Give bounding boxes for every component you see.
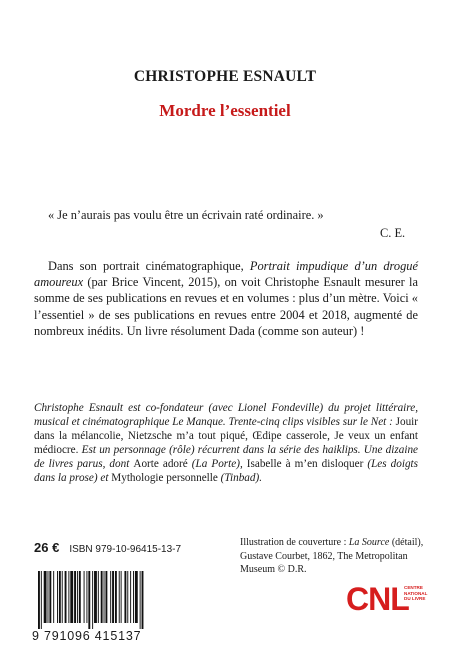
barcode-number: 9 791096 415137 bbox=[32, 629, 142, 643]
barcode-bar bbox=[98, 571, 99, 623]
barcode-bar bbox=[105, 571, 107, 623]
barcode-bar bbox=[124, 571, 126, 623]
barcode-bar bbox=[49, 571, 51, 623]
barcode-bar bbox=[110, 571, 111, 623]
barcode-bar bbox=[115, 571, 117, 623]
barcode-bar bbox=[104, 571, 105, 623]
isbn: ISBN 979-10-96415-13-7 bbox=[69, 544, 182, 555]
epigraph-author: C. E. bbox=[380, 226, 406, 240]
barcode-bar bbox=[70, 571, 73, 623]
barcode-bar bbox=[57, 571, 58, 623]
credit-work: La Source bbox=[348, 537, 390, 548]
barcode-bar bbox=[48, 571, 49, 623]
barcode-bar bbox=[68, 571, 69, 623]
cnl-logo bbox=[346, 579, 426, 633]
bio-publisher-1: (La Porte), bbox=[187, 458, 247, 470]
barcode-bar bbox=[62, 571, 63, 623]
cnl-logo-text: CNL bbox=[346, 581, 409, 617]
bio-book-2: Isabelle à m’en disloquer bbox=[246, 458, 364, 470]
barcode-bar bbox=[121, 571, 122, 623]
cover-credit bbox=[240, 536, 426, 577]
barcode-bar bbox=[84, 571, 85, 623]
credit-label: Illustration de couverture : bbox=[240, 537, 349, 548]
blurb-text-1: Dans son portrait cinématographique, bbox=[48, 259, 250, 273]
bio-book-1: Aorte adoré bbox=[133, 458, 188, 470]
barcode-bar bbox=[130, 571, 131, 623]
barcode-bar bbox=[74, 571, 76, 623]
barcode-bar bbox=[79, 571, 81, 623]
blurb-paragraph bbox=[34, 258, 418, 339]
epigraph-quote: « Je n’aurais pas voulu être un écrivain raté ordinaire. » bbox=[48, 208, 324, 222]
barcode-bar bbox=[135, 571, 138, 623]
barcode-bar bbox=[119, 571, 120, 623]
bio-publisher-2: (Les doigts dans la prose) et bbox=[34, 458, 419, 484]
film-title: Portrait impudique d’un drogué amoureux bbox=[34, 259, 418, 290]
price: 26 € bbox=[34, 540, 60, 555]
bio-text-2: Est un personnage (rôle) récurrent dans la série des haiklips. Une dizaine de livres parus, dont bbox=[34, 444, 418, 470]
barcode-bar bbox=[112, 571, 114, 623]
barcode-bar bbox=[41, 571, 42, 629]
barcode-bar bbox=[127, 571, 128, 623]
barcode-bar bbox=[65, 571, 67, 623]
barcode-bar bbox=[142, 571, 144, 629]
barcode-bar bbox=[53, 571, 54, 623]
bio-clips: Jouir dans la mélancolie, Nietzsche m’a tout piqué, Œdipe casserole, Je veux un enfant médiocre. bbox=[34, 416, 418, 456]
author-name: CHRISTOPHE ESNAULT bbox=[133, 68, 317, 85]
book-title: Mordre l’essentiel bbox=[159, 101, 291, 120]
barcode-bar bbox=[38, 571, 40, 629]
bio-publisher-3: (Tinbad). bbox=[217, 472, 262, 484]
barcode-bar bbox=[44, 571, 47, 623]
barcode-bar bbox=[94, 571, 97, 623]
barcode-bar bbox=[101, 571, 103, 623]
barcode-bar bbox=[92, 571, 93, 629]
author-bio bbox=[34, 401, 418, 485]
blurb-text-2: (par Brice Vincent, 2015), on voit Christophe Esnault mesurer la somme de ses publications en revues et en volumes : plus d’un mètre. Voici « l’essentiel » de ses publications en revues entre 2004 et 2018, augmenté de nombreux inédits. Un livre résolument Dada (comme son auteur) ! bbox=[34, 275, 418, 338]
bio-book-3: Mythologie personnelle bbox=[111, 472, 218, 484]
barcode-bar bbox=[86, 571, 87, 623]
barcode-bars bbox=[32, 571, 172, 629]
barcode-bar bbox=[77, 571, 78, 623]
barcode-bar bbox=[133, 571, 134, 623]
credit-rest: (détail), Gustave Courbet, 1862, The Metropolitan Museum © D.R. bbox=[240, 537, 424, 575]
barcode-bar bbox=[88, 571, 90, 629]
cnl-logo-subtext: CENTRE NATIONAL DU LIVRE bbox=[404, 585, 428, 601]
barcode-bar bbox=[140, 571, 141, 629]
bio-text-1: Christophe Esnault est co-fondateur (avec Lionel Fondeville) du projet littéraire, musical et cinématographique Le Manque. Trente-cinq clips visibles sur le Net : bbox=[34, 402, 418, 428]
price-isbn-line bbox=[34, 540, 181, 555]
barcode-bar bbox=[59, 571, 61, 623]
